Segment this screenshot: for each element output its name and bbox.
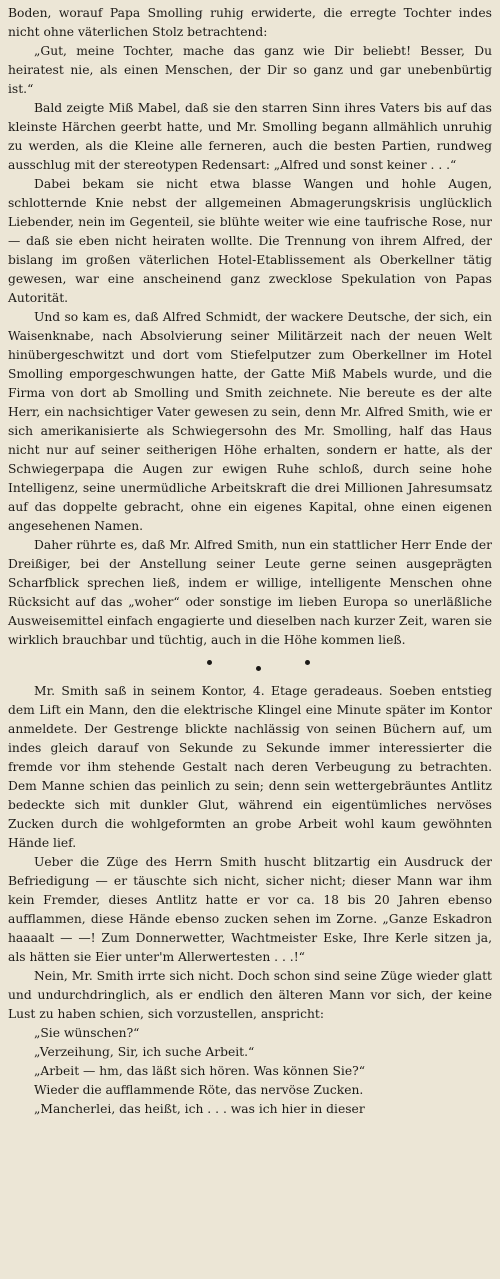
paragraph: „Arbeit — hm, das läßt sich hören. Was können Sie?“: [34, 1064, 366, 1078]
paragraph: Wieder die aufflammende Röte, das nervöse Zucken.: [34, 1083, 364, 1097]
section-separator: [8, 654, 492, 680]
paragraph: Bald zeigte Miß Mabel, daß sie den starren Sinn ihres Vaters bis auf das kleinste Härchen geerbt hatte, und Mr. Smolling begann allmählich unruhig zu werden, als die Kleine alle ferneren, auch die besten Partien, rundweg ausschlug mit der stereotypen Redensart: „Alfred und sonst keiner . . .“: [8, 101, 492, 172]
article-body-top: [8, 4, 492, 650]
paragraph: Daher rührte es, daß Mr. Alfred Smith, nun ein stattlicher Herr Ende der Dreißiger, bei der Anstellung seiner Leute gerne seinen ausgeprägten Scharfblick sprechen ließ, indem er willige, intelligente Menschen ohne Rücksicht auf das „woher“ oder sonstige im lieben Europa so unerläßliche Ausweisemittel einfach engagierte und dieselben nach kurzer Zeit, waren sie wirklich brauchbar und tüchtig, auch in die Höhe kommen ließ.: [8, 538, 492, 647]
paragraph: Dabei bekam sie nicht etwa blasse Wangen und hohle Augen, schlotternde Knie nebst der allgemeinen Abmagerungskrisis unglücklich Liebender, nein im Gegenteil, sie blühte weiter wie eine taufrische Rose, nur — daß sie eben nicht heiraten wollte. Die Trennung von ihrem Alfred, der bislang im großen väterlichen Hotel-Etablissement als Oberkellner tätig gewesen, war eine anscheinend ganz zwecklose Spekulation von Papas Autorität.: [8, 177, 492, 305]
paragraph: „Verzeihung, Sir, ich suche Arbeit.“: [34, 1045, 255, 1059]
paragraph: Ueber die Züge des Herrn Smith huscht blitzartig ein Ausdruck der Befriedigung — er täuschte sich nicht, sicher nicht; dieser Mann war ihm kein Fremder, dieses Antlitz hatte er vor ca. 18 bis 20 Jahren ebenso aufflammen, diese Hände ebenso zucken sehen im Zorne. „Ganze Eskadron haaaalt — —! Zum Donnerwetter, Wachtmeister Eske, Ihre Kerle sitzen ja, als hätten sie Eier unter'm Allerwertesten . . .!“: [8, 855, 492, 964]
separator-dot: [256, 666, 261, 671]
paragraph: „Gut, meine Tochter, mache das ganz wie Dir beliebt! Besser, Du heiratest nie, als einen Menschen, der Dir so ganz und gar unebenbürtig ist.“: [8, 44, 492, 96]
paragraph: Und so kam es, daß Alfred Schmidt, der wackere Deutsche, der sich, ein Waisenknabe, nach Absolvierung seiner Militärzeit nach der neuen Welt hinübergeschwitzt und dort vom Stiefelputzer zum Oberkellner im Hotel Smolling emporgeschwungen hatte, der Gatte Miß Mabels wurde, und die Firma von dort ab Smolling und Smith zeichnete. Nie bereute es der alte Herr, ein nachsichtiger Vater gewesen zu sein, denn Mr. Alfred Smith, wie er sich amerikanisierte als Schwiegersohn des Mr. Smolling, half das Haus nicht nur auf seiner seitherigen Höhe erhalten, sondern er hatte, als der Schwiegerpapa die Augen zur ewigen Ruhe schloß, durch seine hohe Intelligenz, seine unermüdliche Arbeitskraft die drei Millionen Jahresumsatz auf das doppelte gebracht, ohne ein eigenes Kapital, ohne einen eigenen angesehenen Namen.: [8, 310, 492, 533]
paragraph: „Sie wünschen?“: [34, 1026, 140, 1040]
paragraph: Boden, worauf Papa Smolling ruhig erwiderte, die erregte Tochter indes nicht ohne väterlichen Stolz betrachtend:: [8, 6, 492, 39]
paragraph: Nein, Mr. Smith irrte sich nicht. Doch schon sind seine Züge wieder glatt und undurchdringlich, als er endlich den älteren Mann vor sich, der keine Lust zu haben schien, sich vorzustellen, anspricht:: [8, 969, 492, 1021]
separator-dot: [207, 660, 212, 665]
article-body-bottom: [8, 682, 492, 1119]
paragraph: „Mancherlei, das heißt, ich . . . was ich hier in dieser: [34, 1102, 365, 1116]
separator-dot: [305, 660, 310, 665]
paragraph: Mr. Smith saß in seinem Kontor, 4. Etage geradeaus. Soeben entstieg dem Lift ein Mann, den die elektrische Klingel eine Minute später im Kontor anmeldete. Der Gestrenge blickte nachlässig von seinen Büchern auf, um indes gleich darauf von Sekunde zu Sekunde immer interessierter die fremde vor ihm stehende Gestalt nach deren Verbeugung zu betrachten. Dem Manne schien das peinlich zu sein; denn sein wettergebräuntes Antlitz bedeckte sich mit dunkler Glut, während ein eigentümliches nervöses Zucken durch die wohlgeformten an grobe Arbeit wohl kaum gewöhnten Hände lief.: [8, 684, 492, 850]
